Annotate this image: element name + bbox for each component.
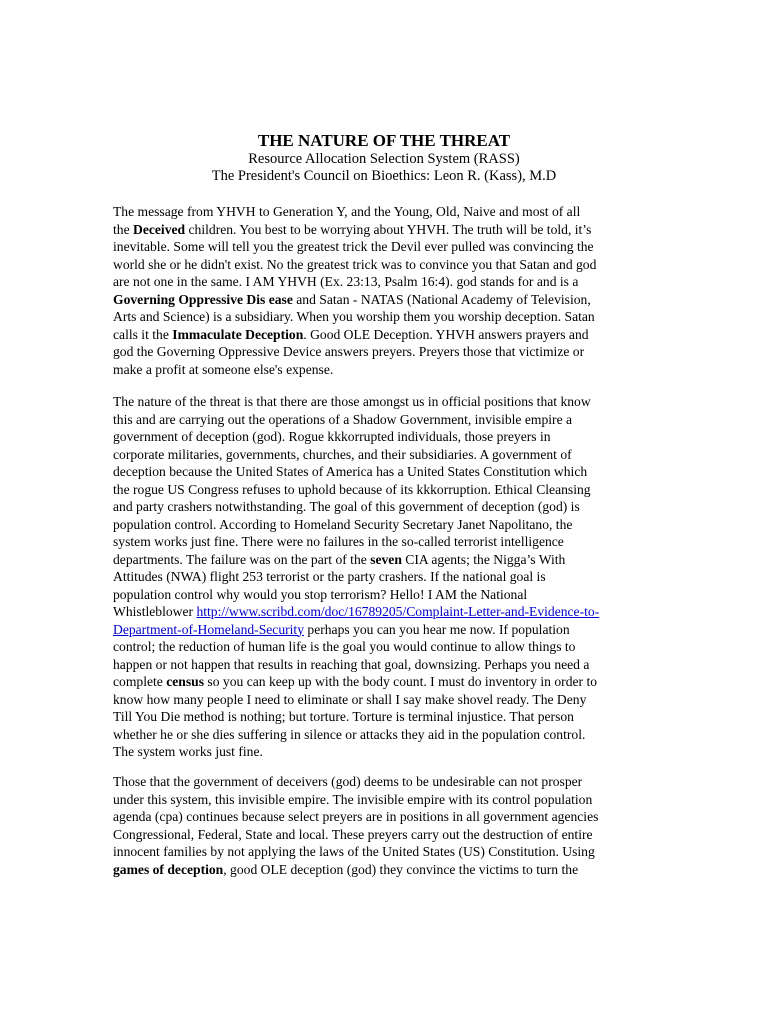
bold-term: Governing Oppressive Dis ease xyxy=(113,291,293,307)
text-line: Whistleblower http://www.scribd.com/doc/16789205/Complaint-Letter-and-Evidence-to- xyxy=(113,604,600,619)
text-line: control; the reduction of human life is the goal you would continue to allow things to xyxy=(113,639,576,654)
text-line: complete census so you can keep up with the body count. I must do inventory in order to xyxy=(113,674,598,689)
document-title: THE NATURE OF THE THREAT xyxy=(257,131,511,150)
text-line: calls it the Immaculate Deception. Good OLE Deception. YHVH answers prayers and xyxy=(113,326,589,342)
text-line: god the Governing Oppressive Device answers preyers. Preyers those that victimize or xyxy=(113,344,585,359)
text-line: The message from YHVH to Generation Y, and the Young, Old, Naive and most of all xyxy=(113,204,581,219)
bold-term: census xyxy=(166,674,205,689)
bold-term: Deceived xyxy=(133,221,186,237)
paragraph-nature-of-threat xyxy=(113,393,658,761)
text-line: Arts and Science) is a subsidiary. When you worship them you worship deception. Satan xyxy=(113,309,595,324)
text-line: innocent families by not applying the laws of the United States (US) Constitution. Using xyxy=(113,844,595,859)
text-line: the Deceived children. You best to be worrying about YHVH. The truth will be told, it’s xyxy=(113,221,592,237)
text-line: Attitudes (NWA) flight 253 terrorist or the party crashers. If the national goal is xyxy=(113,569,546,584)
text-line: departments. The failure was on the part of the seven CIA agents; the Nigga’s With xyxy=(113,551,566,567)
bold-term: seven xyxy=(370,551,402,567)
text-line: make a profit at someone else's expense. xyxy=(113,361,334,377)
scribd-complaint-link-part2[interactable]: Department-of-Homeland-Security xyxy=(113,621,304,637)
text-line: Department-of-Homeland-Security perhaps you can you hear me now. If population xyxy=(113,621,570,637)
text-line: population control. According to Homeland Security Secretary Janet Napolitano, the xyxy=(113,516,573,532)
text-line: are not one in the same. I AM YHVH (Ex. 23:13, Psalm 16:4). god stands for and is a xyxy=(113,274,579,289)
text-line: whether he or she dies suffering in silence or attacks they aid in the population control. xyxy=(113,726,586,742)
text-line: agenda (cpa) continues because select preyers are in positions in all government agencies xyxy=(113,809,599,824)
text-line: The nature of the threat is that there are those amongst us in official positions that know xyxy=(113,394,591,409)
bold-term: games of deception xyxy=(113,861,224,877)
text-line: Congressional, Federal, State and local. These preyers carry out the destruction of entire xyxy=(113,826,593,842)
scribd-complaint-link-part1[interactable]: http://www.scribd.com/doc/16789205/Complaint-Letter-and-Evidence-to- xyxy=(196,604,600,619)
text-line: corporate militaries, governments, churches, and their subsidiaries. A government of xyxy=(113,446,572,462)
text-line: happen or not happen that results in reaching that goal, downsizing. Perhaps you need a xyxy=(113,656,590,672)
text-line: Those that the government of deceivers (god) deems to be undesirable can not prosper xyxy=(113,774,583,789)
paragraph-message xyxy=(113,203,658,378)
text-line: games of deception, good OLE deception (god) they convince the victims to turn the xyxy=(113,861,579,877)
text-line: The system works just fine. xyxy=(113,744,263,759)
text-line: the rogue US Congress refuses to uphold because of its kkkorruption. Ethical Cleansing xyxy=(113,481,591,497)
text-line: Governing Oppressive Dis ease and Satan - NATAS (National Academy of Television, xyxy=(113,291,591,307)
document-header xyxy=(0,131,768,185)
document-subtitle-council: The President's Council on Bioethics: Leon R. (Kass), M.D xyxy=(211,168,557,184)
text-line: population control why would you stop terrorism? Hello! I AM the National xyxy=(113,586,528,602)
text-line: know how many people I need to eliminate or shall I say make shovel ready. The Deny xyxy=(113,691,587,707)
text-line: this and are carrying out the operations of a Shadow Government, invisible empire a xyxy=(113,411,573,427)
text-line: world she or he didn't exist. No the greatest trick was to convince you that Satan and god xyxy=(113,256,597,272)
text-line: inevitable. Some will tell you the greatest trick the Devil ever pulled was convincing the xyxy=(113,239,594,254)
text-line: under this system, this invisible empire. The invisible empire with its control population xyxy=(113,791,593,807)
text-line: and party crashers notwithstanding. The goal of this government of deception (god) is xyxy=(113,499,580,514)
paragraph-government-of-deceivers xyxy=(113,773,658,878)
text-line: system works just fine. There were no failures in the so-called terrorist intelligence xyxy=(113,534,564,549)
text-line: government of deception (god). Rogue kkkorrupted individuals, those preyers in xyxy=(113,429,551,444)
text-line: deception because the United States of America has a United States Constitution which xyxy=(113,464,588,479)
bold-term: Immaculate Deception xyxy=(172,326,304,342)
text-line: Till You Die method is nothing; but torture. Torture is terminal injustice. That person xyxy=(113,709,574,724)
document-subtitle-rass: Resource Allocation Selection System (RASS) xyxy=(248,151,520,167)
